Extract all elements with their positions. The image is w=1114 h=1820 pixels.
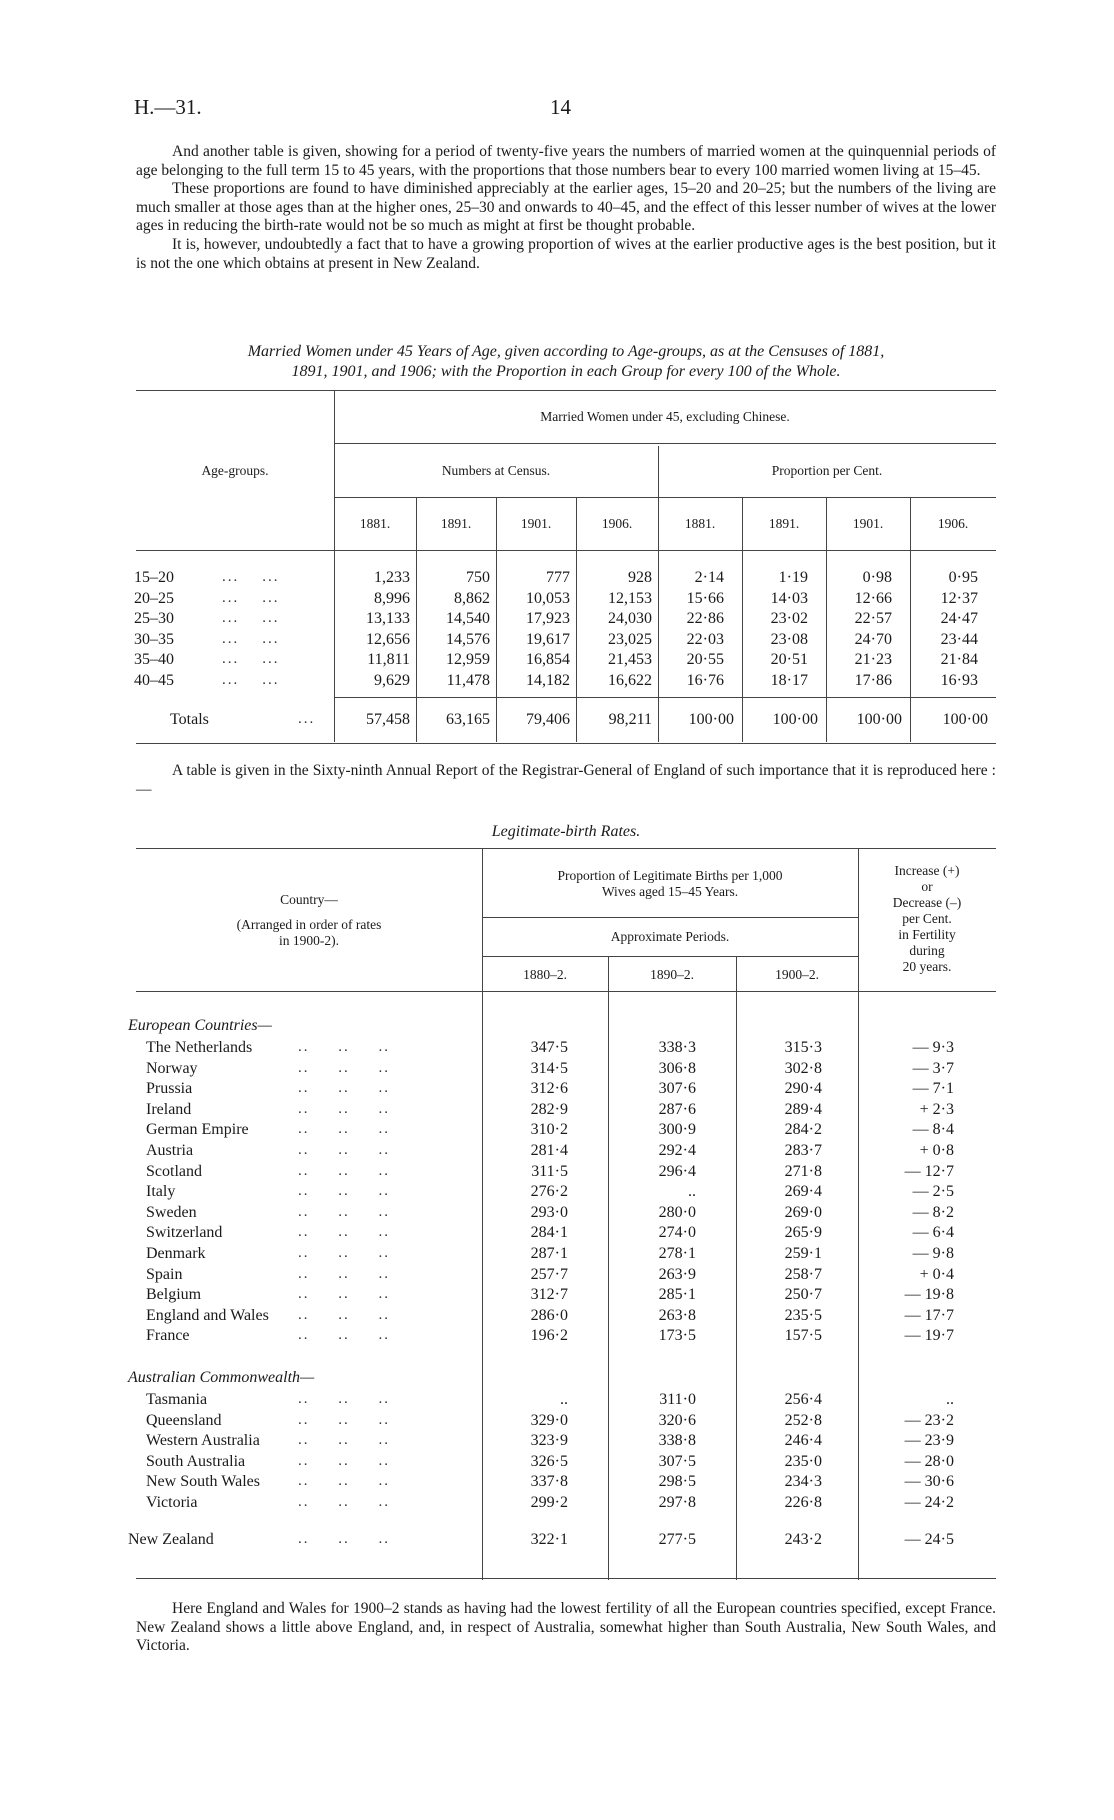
rate-value: 235·5 [784, 1306, 822, 1324]
rate-value: 307·6 [658, 1080, 696, 1098]
table1-value: 10,053 [526, 589, 570, 607]
rate-value: 300·9 [658, 1121, 696, 1139]
leader-dots: .. .. .. [298, 1183, 390, 1200]
country-name: Norway [146, 1059, 198, 1077]
rate-value: 263·8 [658, 1306, 696, 1324]
leader-dots: .. .. .. [298, 1531, 390, 1547]
table1-value: 21,453 [608, 651, 652, 668]
rate-value: 269·4 [784, 1183, 822, 1201]
middle-paragraph: A table is given in the Sixty-ninth Annual Report of the Registrar-General of England of such importance that it is reproduced here :— [136, 762, 996, 798]
rate-value: 323·9 [530, 1432, 568, 1450]
table1-total-value: 63,165 [446, 711, 490, 728]
table1-value: 0·98 [862, 569, 892, 586]
rate-value: 274·0 [658, 1224, 696, 1242]
page-number: 14 [550, 95, 571, 119]
table1-value: 16,854 [526, 651, 570, 668]
rate-value: 322·1 [530, 1531, 568, 1548]
rate-value: .. [688, 1183, 696, 1201]
table2-rule [482, 956, 858, 957]
leader-dots: .. .. .. [298, 1203, 390, 1220]
country-name: Spain [146, 1265, 183, 1283]
table1-value: 19,617 [526, 630, 570, 648]
leader-dots: .. .. .. [298, 1039, 390, 1055]
table1-value: 21·23 [854, 651, 892, 668]
country-name: New South Wales [146, 1473, 260, 1491]
rate-value: 292·4 [658, 1142, 696, 1159]
rate-value: 173·5 [658, 1327, 696, 1345]
table1-value: 15·66 [686, 589, 724, 607]
table1-value: 928 [628, 569, 652, 586]
table1-year-header: 1881. [684, 516, 716, 531]
change-value: — 23·2 [904, 1411, 954, 1429]
age-group-label: 15–20 [134, 569, 174, 586]
table2-col-proportion-1: Proportion of Legitimate Births per 1,000 [557, 868, 783, 883]
table1-year-header: 1901. [520, 516, 552, 531]
change-value: — 17·7 [904, 1306, 954, 1324]
leader-dots: ... ... [222, 651, 280, 667]
rate-value: 243·2 [784, 1531, 822, 1548]
rate-value: 312·6 [530, 1080, 568, 1098]
change-value: — 7·1 [912, 1080, 954, 1098]
change-value: — 8·2 [912, 1203, 954, 1221]
country-name: Belgium [146, 1286, 202, 1304]
table1-value: 12,959 [446, 651, 490, 668]
rate-value: 326·5 [530, 1452, 568, 1470]
country-name: German Empire [146, 1121, 249, 1139]
rate-value: 284·1 [530, 1224, 568, 1242]
table1-total-value: 100·00 [688, 711, 734, 728]
table2-rule [482, 917, 858, 918]
change-value: — 8·4 [912, 1121, 954, 1139]
table1-value: 13,133 [366, 610, 410, 627]
rate-value: 306·8 [658, 1059, 696, 1077]
change-value: + 0·4 [919, 1265, 954, 1283]
leader-dots: .. .. .. [298, 1306, 390, 1323]
table1-value: 24,030 [608, 610, 652, 627]
table1-top-rule [136, 390, 996, 391]
rate-value: 234·3 [784, 1473, 822, 1491]
rate-value: 252·8 [784, 1411, 822, 1429]
table2-top-rule [136, 848, 996, 849]
table1-value: 24·47 [940, 610, 978, 627]
leader-dots: .. .. .. [298, 1121, 390, 1138]
change-value: — 9·3 [912, 1039, 954, 1056]
table1-value: 20·55 [686, 651, 724, 668]
rate-value: 246·4 [784, 1432, 822, 1450]
rate-value: 314·5 [530, 1059, 568, 1077]
change-value: — 3·7 [912, 1059, 954, 1077]
rate-value: 287·1 [530, 1245, 568, 1262]
table1-value: 23·44 [940, 630, 978, 648]
rate-value: 311·5 [531, 1162, 568, 1180]
rate-value: 311·0 [659, 1391, 696, 1408]
leader-dots: ... ... [222, 630, 280, 647]
country-name: Sweden [146, 1203, 197, 1221]
rate-value: 280·0 [658, 1203, 696, 1221]
table1-rule [334, 443, 996, 444]
rate-value: .. [560, 1391, 568, 1408]
age-group-label: 35–40 [134, 651, 174, 668]
table1-totals-rule [334, 697, 996, 698]
table1-total-value: 100·00 [772, 711, 818, 728]
table2-caption: Legitimate-birth Rates. [491, 823, 641, 840]
table1-value: 2·14 [694, 569, 724, 586]
table1-value: 17,923 [526, 610, 570, 627]
table2-col-country-3: in 1900-2). [279, 933, 339, 948]
group-label-australia: Australian Commonwealth— [128, 1369, 315, 1386]
country-name: Scotland [146, 1162, 202, 1180]
rate-value: 283·7 [784, 1142, 822, 1159]
table1-caption-line-1: Married Women under 45 Years of Age, given according to Age-groups, as at the Censuses of 1881, [247, 343, 885, 360]
leader-dots: .. .. .. [298, 1245, 390, 1261]
table1-value: 17·86 [854, 671, 892, 689]
rate-value: 320·6 [658, 1411, 696, 1429]
table1-value: 23·08 [770, 630, 808, 648]
rate-value: 278·1 [658, 1245, 696, 1262]
rate-value: 293·0 [530, 1203, 568, 1221]
middle-text [136, 762, 996, 799]
rate-value: 277·5 [658, 1531, 696, 1548]
closing-paragraph: Here England and Wales for 1900–2 stands as having had the lowest fertility of all the European countries specified, except France. New Zealand shows a little above England, and, in respect of Australia, somewhat higher than South Australia, New South Wales, and Victoria. [136, 1600, 996, 1655]
increase-header-line: Increase (+) [894, 863, 960, 878]
table1-value: 0·95 [948, 569, 978, 586]
change-value: — 23·9 [904, 1432, 954, 1450]
age-group-label: 40–45 [134, 671, 174, 689]
report-reference: H.—31. [134, 95, 202, 119]
rate-value: 338·8 [658, 1432, 696, 1450]
leader-dots: .. .. .. [298, 1162, 390, 1179]
table1-total-value: 98,211 [608, 711, 652, 728]
country-name: Switzerland [146, 1224, 223, 1242]
change-value: — 24·2 [904, 1494, 954, 1511]
country-name: France [146, 1327, 190, 1345]
country-name: South Australia [146, 1452, 246, 1470]
table1-super-header: Married Women under 45, excluding Chinese. [540, 409, 790, 424]
country-name: Prussia [146, 1080, 193, 1098]
country-name: Denmark [146, 1245, 206, 1262]
group-label-europe: European Countries— [128, 1017, 272, 1034]
table1-year-header: 1901. [852, 516, 884, 531]
country-name: New Zealand [128, 1531, 214, 1548]
table1-value: 16·76 [686, 671, 724, 689]
increase-header-line: per Cent. [902, 911, 952, 926]
increase-header-line: Decrease (–) [892, 895, 962, 910]
leader-dots: ... ... [222, 569, 280, 585]
table1-value: 1,233 [374, 569, 410, 586]
rate-value: 235·0 [784, 1452, 822, 1470]
table1-total-value: 100·00 [856, 711, 902, 728]
rate-value: 257·7 [530, 1265, 568, 1283]
table1-value: 11,478 [446, 671, 490, 689]
rate-value: 226·8 [784, 1494, 822, 1511]
table1-value: 777 [546, 569, 570, 586]
change-value: — 9·8 [912, 1245, 954, 1262]
rate-value: 265·9 [784, 1224, 822, 1242]
table1-col-agegroups: Age-groups. [201, 463, 269, 478]
rate-value: 282·9 [530, 1100, 568, 1118]
change-value: — 19·7 [904, 1327, 954, 1345]
rate-value: 329·0 [530, 1411, 568, 1429]
table1-value: 22·57 [854, 610, 892, 627]
change-value: — 12·7 [904, 1162, 954, 1180]
change-value: + 2·3 [919, 1100, 954, 1118]
table1-value: 21·84 [940, 651, 978, 668]
intro-paragraph-2: These proportions are found to have diminished appreciably at the earlier ages, 15–20 and 20–25; but the numbers of the living are much smaller at those ages than at the higher ones, 25–30 and onwards to 40–45, and the effect of this lesser number of wives at the lower ages in reducing the birth-rate would not be so much as might at first be thought probable. [136, 180, 996, 235]
age-group-label: 30–35 [134, 630, 174, 648]
change-value: + 0·8 [919, 1142, 954, 1159]
table1-value: 12,153 [608, 589, 652, 607]
country-name: Ireland [146, 1100, 192, 1118]
increase-header-line: during [909, 943, 945, 958]
country-name: Queensland [146, 1411, 222, 1429]
totals-label: Totals [170, 711, 209, 728]
age-group-label: 20–25 [134, 589, 174, 607]
table1-value: 1·19 [778, 569, 808, 586]
table1-total-value: 100·00 [942, 711, 988, 728]
table1-value: 23,025 [608, 630, 652, 648]
table1-year-header: 1881. [359, 516, 391, 531]
table1-rule [334, 497, 996, 498]
leader-dots: ... ... [222, 610, 280, 626]
country-name: Western Australia [146, 1432, 260, 1450]
table1-value: 12·37 [940, 589, 978, 607]
rate-value: 297·8 [658, 1494, 696, 1511]
leader-dots: .. .. .. [298, 1452, 390, 1469]
rate-value: 263·9 [658, 1265, 696, 1283]
table1-value: 750 [466, 569, 490, 586]
table1-value: 22·03 [686, 630, 724, 648]
table1-caption-line-2: 1891, 1901, and 1906; with the Proportion in each Group for every 100 of the Whole. [291, 363, 841, 380]
table1-value: 8,996 [374, 589, 410, 607]
rate-value: 312·7 [530, 1286, 568, 1304]
intro-text [136, 143, 996, 273]
table1-value: 14·03 [770, 589, 808, 607]
table2-period-header: 1890–2. [650, 967, 694, 982]
closing-text [136, 1600, 996, 1656]
table1-value: 20·51 [770, 651, 808, 668]
leader-dots: .. .. .. [298, 1391, 390, 1407]
rate-value: 298·5 [658, 1473, 696, 1491]
table1-value: 9,629 [374, 671, 410, 689]
country-name: Italy [146, 1183, 176, 1201]
rate-value: 258·7 [784, 1265, 822, 1283]
change-value: — 2·5 [912, 1183, 954, 1201]
table1-value: 16·93 [940, 671, 978, 689]
country-name: The Netherlands [146, 1039, 253, 1056]
table1-col-proportion: Proportion per Cent. [771, 463, 883, 478]
change-value: — 30·6 [904, 1473, 954, 1491]
change-value: — 6·4 [912, 1224, 954, 1242]
table1-total-value: 79,406 [526, 711, 570, 728]
table2-col-increase [858, 863, 996, 975]
leader-dots: ... ... [222, 589, 280, 606]
leader-dots: .. .. .. [298, 1411, 390, 1428]
table1-value: 18·17 [770, 671, 808, 689]
leader-dots: .. .. .. [298, 1265, 390, 1282]
rate-value: 302·8 [784, 1059, 822, 1077]
rate-value: 289·4 [784, 1100, 822, 1118]
table1-value: 11,811 [367, 651, 410, 668]
table2-bottom-rule [136, 1578, 996, 1579]
leader-dots: .. .. .. [298, 1327, 390, 1344]
rate-value: 284·2 [784, 1121, 822, 1139]
leader-dots: ... ... [222, 671, 280, 688]
table1-value: 14,576 [446, 630, 490, 648]
table2-period-header: 1880–2. [523, 967, 567, 982]
rate-value: 307·5 [658, 1452, 696, 1470]
table2-period-header: 1900–2. [775, 967, 819, 982]
leader-dots: .. .. .. [298, 1432, 390, 1449]
country-name: Austria [146, 1142, 194, 1159]
change-value: .. [946, 1391, 954, 1408]
rate-value: 259·1 [784, 1245, 822, 1262]
table2-col-country-1: Country— [280, 892, 338, 907]
table2-col-proportion-2: Wives aged 15–45 Years. [601, 884, 739, 899]
rate-value: 296·4 [658, 1162, 696, 1180]
country-name: Tasmania [146, 1391, 208, 1408]
table1-header-rule [136, 550, 996, 551]
leader-dots: ... [298, 711, 316, 727]
table1-value: 22·86 [686, 610, 724, 627]
rate-value: 276·2 [530, 1183, 568, 1201]
change-value: — 28·0 [904, 1452, 954, 1470]
country-name: England and Wales [146, 1306, 269, 1324]
increase-header-line: in Fertility [898, 927, 956, 942]
rate-value: 290·4 [784, 1080, 822, 1098]
rate-value: 347·5 [530, 1039, 568, 1056]
table1-col-numbers: Numbers at Census. [441, 463, 551, 478]
leader-dots: .. .. .. [298, 1473, 390, 1490]
table1-bottom-rule [136, 743, 996, 744]
rate-value: 256·4 [784, 1391, 822, 1408]
table1-year-header: 1891. [440, 516, 472, 531]
table1-value: 12,656 [366, 630, 410, 648]
rate-value: 196·2 [530, 1327, 568, 1345]
country-name: Victoria [146, 1494, 198, 1511]
table1-value: 14,540 [446, 610, 490, 627]
leader-dots: .. .. .. [298, 1080, 390, 1097]
table2-header-rule [136, 991, 996, 992]
leader-dots: .. .. .. [298, 1224, 390, 1241]
rate-value: 271·8 [784, 1162, 822, 1180]
table1-value: 16,622 [608, 671, 652, 689]
rate-value: 310·2 [530, 1121, 568, 1139]
table1-year-header: 1906. [937, 516, 969, 531]
age-group-label: 25–30 [134, 610, 174, 627]
rate-value: 269·0 [784, 1203, 822, 1221]
rate-value: 285·1 [658, 1286, 696, 1304]
table1-value: 14,182 [526, 671, 570, 689]
table1-total-value: 57,458 [366, 711, 410, 728]
change-value: — 24·5 [904, 1531, 954, 1548]
leader-dots: .. .. .. [298, 1286, 390, 1303]
table1-year-header: 1906. [601, 516, 633, 531]
increase-header-line: 20 years. [902, 959, 952, 974]
leader-dots: .. .. .. [298, 1494, 390, 1510]
intro-paragraph-3: It is, however, undoubtedly a fact that to have a growing proportion of wives at the earlier productive ages is the best position, but it is not the one which obtains at present in New Zealand. [136, 235, 996, 272]
rate-value: 338·3 [658, 1039, 696, 1056]
rate-value: 315·3 [784, 1039, 822, 1056]
rate-value: 281·4 [530, 1142, 568, 1159]
rate-value: 157·5 [784, 1327, 822, 1345]
rate-value: 337·8 [530, 1473, 568, 1491]
leader-dots: .. .. .. [298, 1059, 390, 1076]
increase-header-line: or [921, 879, 933, 894]
table1-value: 24·70 [854, 630, 892, 648]
table2-col-periods: Approximate Periods. [610, 929, 730, 944]
rate-value: 287·6 [658, 1100, 696, 1118]
table1-value: 8,862 [454, 589, 490, 607]
table1-value: 12·66 [854, 589, 892, 607]
table1-year-header: 1891. [768, 516, 800, 531]
leader-dots: .. .. .. [298, 1142, 390, 1158]
table1-value: 23·02 [770, 610, 808, 627]
rate-value: 299·2 [530, 1494, 568, 1511]
change-value: — 19·8 [904, 1286, 954, 1304]
intro-paragraph-1: And another table is given, showing for a period of twenty-five years the numbers of married women at the quinquennial periods of age belonging to the full term 15 to 45 years, with the proportions that those numbers bear to every 100 married women living at 15–45. [136, 143, 996, 179]
leader-dots: .. .. .. [298, 1100, 390, 1117]
rate-value: 286·0 [530, 1306, 568, 1324]
table2-col-country-2: (Arranged in order of rates [236, 917, 382, 932]
rate-value: 250·7 [784, 1286, 822, 1304]
